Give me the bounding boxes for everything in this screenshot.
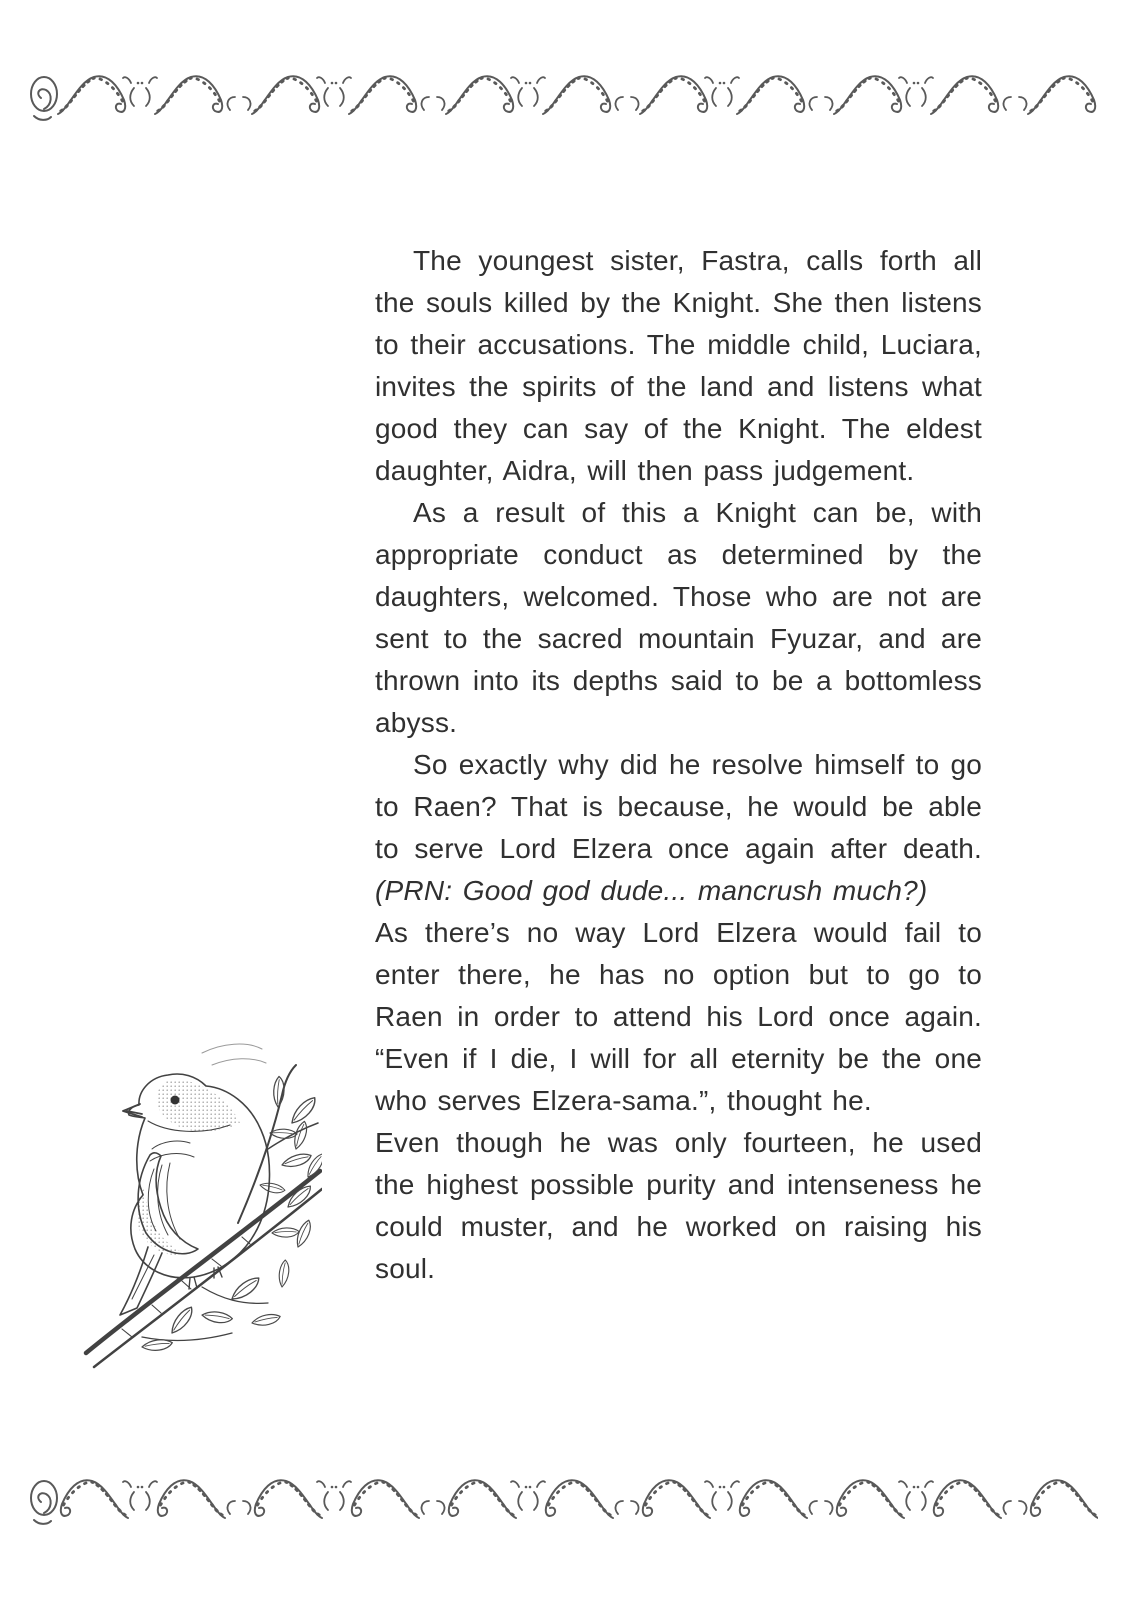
paragraph-5-text: Even though he was only fourteen, he used the highest possible purity and intenseness he could muster, and he worked on raising his soul. xyxy=(375,1127,982,1284)
paragraph-2-text: As a result of this a Knight can be, with appropriate conduct as determined by the daughters, welcomed. Those who are not are sent to the sacred mountain Fyuzar, and are thrown into its depths said to be a bottomless abyss. xyxy=(375,497,982,738)
paragraph-3 xyxy=(375,744,982,912)
paragraph-5 xyxy=(375,1122,982,1290)
paragraph-1-text: The youngest sister, Fastra, calls forth all the souls killed by the Knight. She then listens to their accusations. The middle child, Luciara, invites the spirits of the land and listens what good they can say of the Knight. The eldest daughter, Aidra, will then pass judgement. xyxy=(375,245,982,486)
top-scroll-flourish-border xyxy=(28,68,1098,124)
translator-note: (PRN: Good god dude... mancrush much?) xyxy=(375,875,928,906)
paragraph-4 xyxy=(375,912,982,1122)
paragraph-3-text: So exactly why did he resolve himself to go to Raen? That is because, he would be able to serve Lord Elzera once again after death. xyxy=(375,749,982,864)
paragraph-1 xyxy=(375,240,982,492)
paragraph-2 xyxy=(375,492,982,744)
paragraph-4-text: As there’s no way Lord Elzera would fail to enter there, he has no option but to go to Raen in order to attend his Lord once again. “Even if I die, I will for all eternity be the one who serves Elzera-sama.”, thought he. xyxy=(375,917,982,1116)
body-text xyxy=(375,240,982,1290)
bottom-scroll-flourish-border xyxy=(28,1472,1098,1528)
bird-on-branch-sketch-icon xyxy=(82,1036,322,1370)
bird-illustration xyxy=(82,1036,322,1370)
